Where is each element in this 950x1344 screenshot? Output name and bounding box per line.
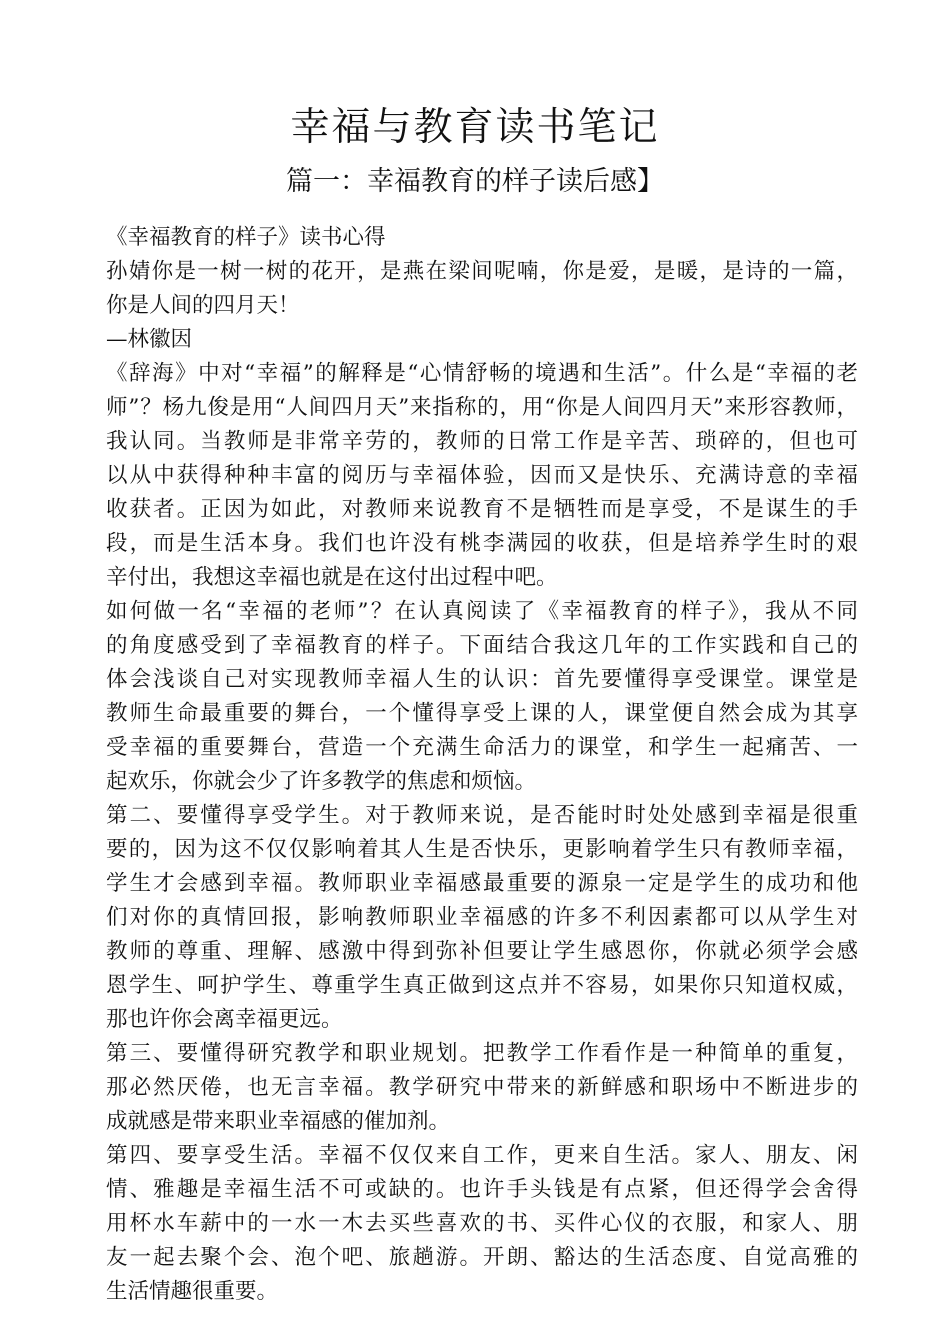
body-line: 用杯水车薪中的一水一木去买些喜欢的书、买件心仪的衣服，和家人、朋 <box>106 1211 858 1236</box>
body-line: 收获者。正因为如此，对教师来说教育不是牺牲而是享受，不是谋生的手 <box>106 497 858 522</box>
document-title: 幸福与教育读书笔记 <box>290 105 660 150</box>
body-line: 受幸福的重要舞台，营造一个充满生命活力的课堂，和学生一起痛苦、一 <box>106 735 858 760</box>
body-line: 学生才会感到幸福。教师职业幸福感最重要的源泉一定是学生的成功和他 <box>106 871 858 896</box>
body-line: 生活情趣很重要。 <box>106 1279 279 1304</box>
body-line: 要的，因为这不仅仅影响着其人生是否快乐，更影响着学生只有教师幸福， <box>106 837 858 862</box>
body-line: 《幸福教育的样子》读书心得 <box>106 225 386 250</box>
body-line: 教师的尊重、理解、感激中得到弥补但要让学生感恩你，你就必须学会感 <box>106 939 858 964</box>
body-line: 那也许你会离幸福更远。 <box>106 1007 343 1032</box>
document-subtitle: 篇一：幸福教育的样子读后感】 <box>286 166 664 197</box>
body-line: 孙婧你是一树一树的花开，是燕在梁间呢喃，你是爱，是暖，是诗的一篇， <box>106 259 858 284</box>
body-line: 以从中获得种种丰富的阅历与幸福体验，因而又是快乐、充满诗意的幸福 <box>106 463 858 488</box>
body-line: 们对你的真情回报，影响教师职业幸福感的许多不利因素都可以从学生对 <box>106 905 858 930</box>
body-line: 辛付出，我想这幸福也就是在这付出过程中吧。 <box>106 565 558 590</box>
body-line: —林徽因 <box>106 327 193 352</box>
body-line: 那必然厌倦，也无言幸福。教学研究中带来的新鲜感和职场中不断进步的 <box>106 1075 858 1100</box>
body-line: 段，而是生活本身。我们也许没有桃李满园的收获，但是培养学生时的艰 <box>106 531 858 556</box>
body-line: 你是人间的四月天！ <box>106 293 300 318</box>
body-line: 恩学生、呵护学生、尊重学生真正做到这点并不容易，如果你只知道权威， <box>106 973 858 998</box>
body-line: 第四、要享受生活。幸福不仅仅来自工作，更来自生活。家人、朋友、闲 <box>106 1143 858 1168</box>
body-line: 的角度感受到了幸福教育的样子。下面结合我这几年的工作实践和自己的 <box>106 633 858 658</box>
body-line: 体会浅谈自己对实现教师幸福人生的认识：首先要懂得享受课堂。课堂是 <box>106 667 858 692</box>
body-line: 《辞海》中对“幸福”的解释是“心情舒畅的境遇和生活”。什么是“幸福的老 <box>106 361 858 386</box>
body-line: 如何做一名“幸福的老师”？在认真阅读了《幸福教育的样子》，我从不同 <box>106 599 858 624</box>
body-line: 起欢乐，你就会少了许多教学的焦虑和烦恼。 <box>106 769 537 794</box>
body-line: 师”？杨九俊是用“人间四月天”来指称的，用“你是人间四月天”来形容教师， <box>106 395 858 420</box>
body-line: 教师生命最重要的舞台，一个懂得享受上课的人，课堂便自然会成为其享 <box>106 701 858 726</box>
document-body <box>106 221 858 1309</box>
body-line: 第三、要懂得研究教学和职业规划。把教学工作看作是一种简单的重复， <box>106 1041 858 1066</box>
body-line: 情、雅趣是幸福生活不可或缺的。也许手头钱是有点紧，但还得学会舍得 <box>106 1177 858 1202</box>
body-line: 第二、要懂得享受学生。对于教师来说，是否能时时处处感到幸福是很重 <box>106 803 858 828</box>
body-line: 成就感是带来职业幸福感的催加剂。 <box>106 1109 451 1134</box>
body-line: 友一起去聚个会、泡个吧、旅趟游。开朗、豁达的生活态度、自觉高雅的 <box>106 1245 858 1270</box>
body-line: 我认同。当教师是非常辛劳的，教师的日常工作是辛苦、琐碎的，但也可 <box>106 429 858 454</box>
